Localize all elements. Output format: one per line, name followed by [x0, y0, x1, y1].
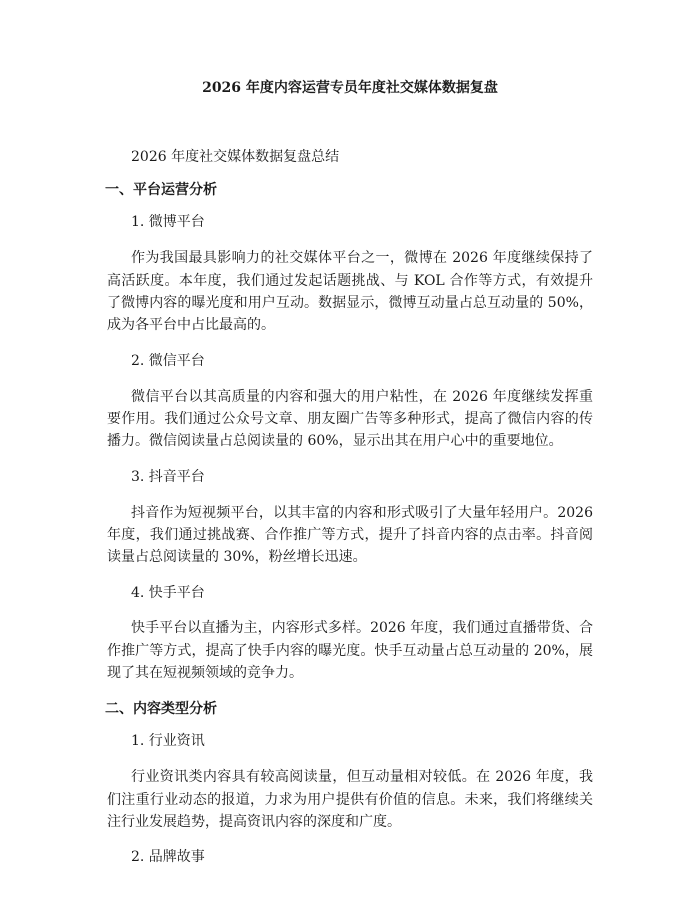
subsection-wechat [107, 353, 593, 453]
subsection-heading: 1. 行业资讯 [131, 733, 205, 750]
subsection-heading: 4. 快手平台 [131, 584, 205, 601]
subsection-industry-news [107, 733, 593, 833]
section-platform-analysis [107, 182, 593, 685]
subsection-heading: 1. 微博平台 [131, 214, 205, 231]
subsection-weibo [107, 214, 593, 336]
subsection-douyin [107, 469, 593, 569]
paragraph: 作为我国最具影响力的社交媒体平台之一，微博在 2026 年度继续保持了高活跃度。本年度，我们通过发起话题挑战、与 KOL 合作等方式，有效提升了微博内容的曝光度和用户互动。数据显示，微博互动量占总互动量的 50%，成为各平台中占比最高的。 [107, 250, 593, 334]
subsection-kuaishou [107, 585, 593, 685]
section-heading: 一、平台运营分析 [105, 181, 217, 198]
section-content-type-analysis [107, 701, 593, 867]
section-heading: 二、内容类型分析 [105, 700, 217, 717]
paragraph: 行业资讯类内容具有较高阅读量，但互动量相对较低。在 2026 年度，我们注重行业动态的报道，力求为用户提供有价值的信息。未来，我们将继续关注行业发展趋势，提高资讯内容的深度和广度。 [107, 769, 593, 831]
paragraph: 微信平台以其高质量的内容和强大的用户粘性，在 2026 年度继续发挥重要作用。我们通过公众号文章、朋友圈广告等多种形式，提高了微信内容的传播力。微信阅读量占总阅读量的 60%，显示出其在用户心中的重要地位。 [107, 388, 593, 450]
document-title: 2026 年度内容运营专员年度社交媒体数据复盘 [202, 80, 498, 96]
paragraph: 快手平台以直播为主，内容形式多样。2026 年度，我们通过直播带货、合作推广等方式，提高了快手内容的曝光度。快手互动量占总互动量的 20%，展现了其在短视频领域的竞争力。 [107, 620, 593, 682]
subsection-heading: 2. 微信平台 [131, 352, 205, 369]
subsection-heading: 2. 品牌故事 [131, 849, 205, 866]
subsection-heading: 3. 抖音平台 [131, 468, 205, 485]
paragraph: 抖音作为短视频平台，以其丰富的内容和形式吸引了大量年轻用户。2026 年度，我们通过挑战赛、合作推广等方式，提升了抖音内容的点击率。抖音阅读量占总阅读量的 30%，粉丝增长迅速。 [107, 504, 593, 566]
document-subtitle: 2026 年度社交媒体数据复盘总结 [131, 148, 340, 165]
subsection-brand-story [107, 849, 593, 866]
